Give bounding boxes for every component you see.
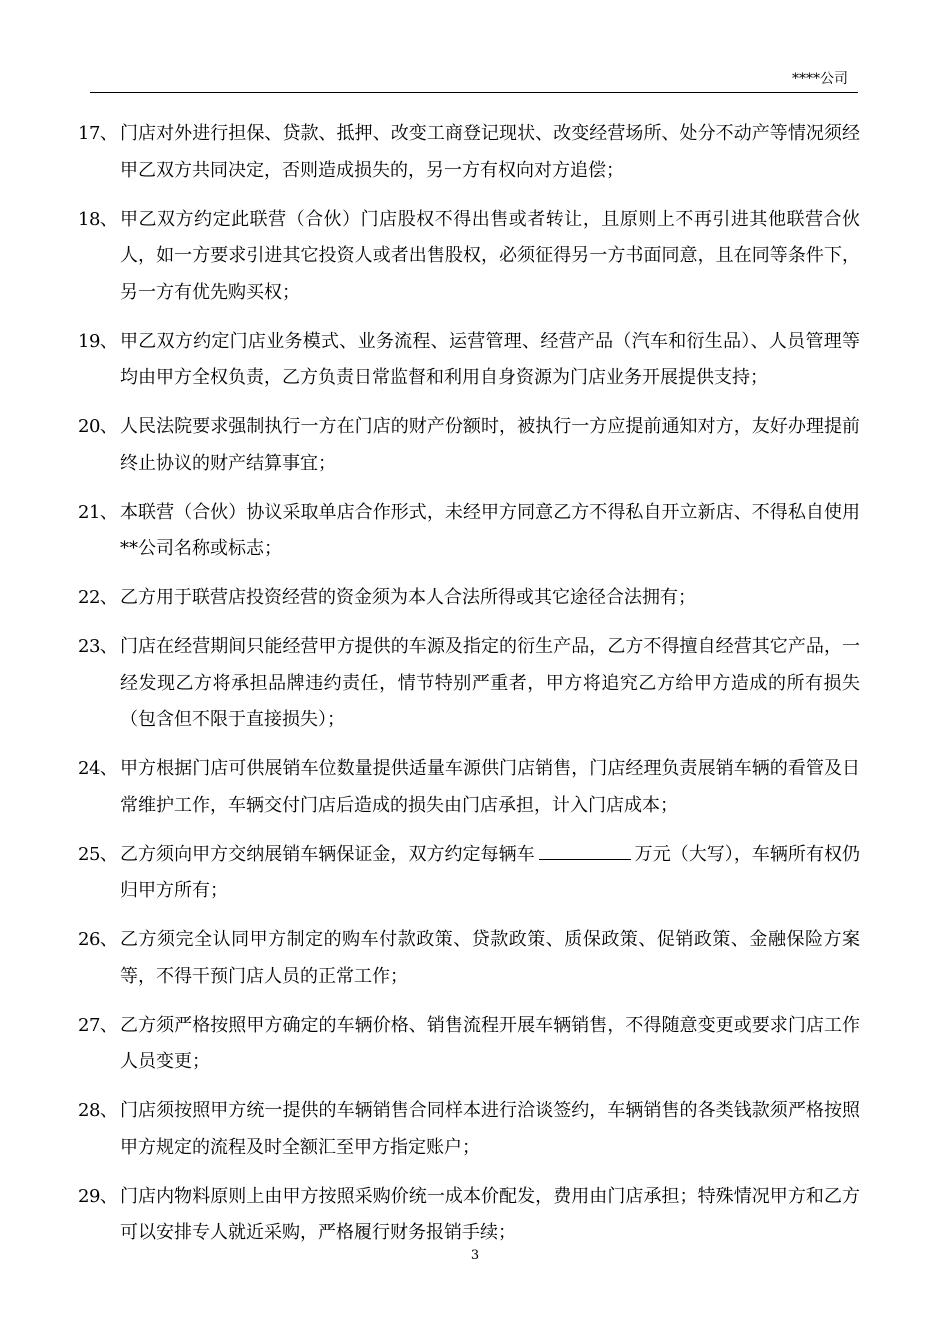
clause-number: 20、 <box>78 416 118 437</box>
clause-text: 门店对外进行担保、贷款、抵押、改变工商登记现状、改变经营场所、处分不动产等情况须经甲乙双方共同决定，否则造成损失的，另一方有权向对方追偿； <box>120 123 860 181</box>
clause-number: 21、 <box>78 501 118 523</box>
clause-18 <box>78 202 860 312</box>
page-header <box>90 64 858 93</box>
clause-text-before-blank: 乙方须向甲方交纳展销车辆保证金，双方约定每辆车 <box>120 843 535 865</box>
clause-number: 19、 <box>78 330 118 352</box>
clause-text: 人民法院要求强制执行一方在门店的财产份额时，被执行一方应提前通知对方，友好办理提前终止协议的财产结算事宜； <box>120 416 860 474</box>
clause-number: 27、 <box>78 1014 118 1036</box>
clause-text: 门店须按照甲方统一提供的车辆销售合同样本进行洽谈签约，车辆销售的各类钱款须严格按照甲方规定的流程及时全额汇至甲方指定账户； <box>120 1100 860 1158</box>
clause-17 <box>78 116 860 189</box>
clause-29 <box>78 1179 860 1252</box>
clause-number: 18、 <box>78 208 118 230</box>
clause-24 <box>78 751 860 824</box>
clause-28 <box>78 1093 860 1166</box>
page-number: 3 <box>470 1248 480 1263</box>
clause-20 <box>78 409 860 482</box>
clause-22 <box>78 580 860 617</box>
clause-23 <box>78 629 860 739</box>
clause-26 <box>78 922 860 995</box>
clause-text-after-blank: 万元（大写），车辆所有权仍归甲方所有； <box>120 843 861 901</box>
clause-text: 甲方根据门店可供展销车位数量提供适量车源供门店销售，门店经理负责展销车辆的看管及日常维护工作，车辆交付门店后造成的损失由门店承担，计入门店成本； <box>120 758 860 816</box>
clause-text: 乙方用于联营店投资经营的资金须为本人合法所得或其它途径合法拥有； <box>120 587 696 608</box>
clause-number: 28、 <box>78 1100 118 1121</box>
clause-text: 甲乙双方约定门店业务模式、业务流程、运营管理、经营产品（汽车和衍生品）、人员管理等均由甲方全权负责，乙方负责日常监督和利用自身资源为门店业务开展提供支持； <box>120 330 860 388</box>
clause-25 <box>78 837 860 910</box>
clause-number: 29、 <box>78 1185 118 1207</box>
clause-number: 22、 <box>78 587 118 608</box>
clause-text <box>120 837 860 910</box>
clause-number: 23、 <box>78 636 118 657</box>
clause-number: 25、 <box>78 843 118 865</box>
clause-text: 乙方须完全认同甲方制定的购车付款政策、贷款政策、质保政策、促销政策、金融保险方案等，不得干预门店人员的正常工作； <box>120 929 860 987</box>
clause-27 <box>78 1008 860 1081</box>
clause-list <box>78 116 860 1264</box>
header-company-name: ****公司 <box>792 71 848 87</box>
clause-text: 门店内物料原则上由甲方按照采购价统一成本价配发，费用由门店承担；特殊情况甲方和乙方可以安排专人就近采购，严格履行财务报销手续； <box>120 1185 860 1243</box>
clause-number: 26、 <box>78 929 118 950</box>
clause-number: 24、 <box>78 758 118 779</box>
deposit-amount-blank[interactable] <box>539 839 631 860</box>
clause-text: 乙方须严格按照甲方确定的车辆价格、销售流程开展车辆销售，不得随意变更或要求门店工作人员变更； <box>120 1014 860 1072</box>
clause-21 <box>78 495 860 568</box>
clause-number: 17、 <box>78 123 118 144</box>
clause-19 <box>78 324 860 397</box>
clause-text: 本联营（合伙）协议采取单店合作形式，未经甲方同意乙方不得私自开立新店、不得私自使用**公司名称或标志； <box>120 501 860 559</box>
clause-text: 门店在经营期间只能经营甲方提供的车源及指定的衍生产品，乙方不得擅自经营其它产品，一经发现乙方将承担品牌违约责任，情节特别严重者，甲方将追究乙方给甲方造成的所有损失（包含但不限于直接损失）； <box>120 636 860 730</box>
clause-text: 甲乙双方约定此联营（合伙）门店股权不得出售或者转让，且原则上不再引进其他联营合伙人，如一方要求引进其它投资人或者出售股权，必须征得另一方书面同意，且在同等条件下，另一方有优先购买权； <box>120 208 860 303</box>
